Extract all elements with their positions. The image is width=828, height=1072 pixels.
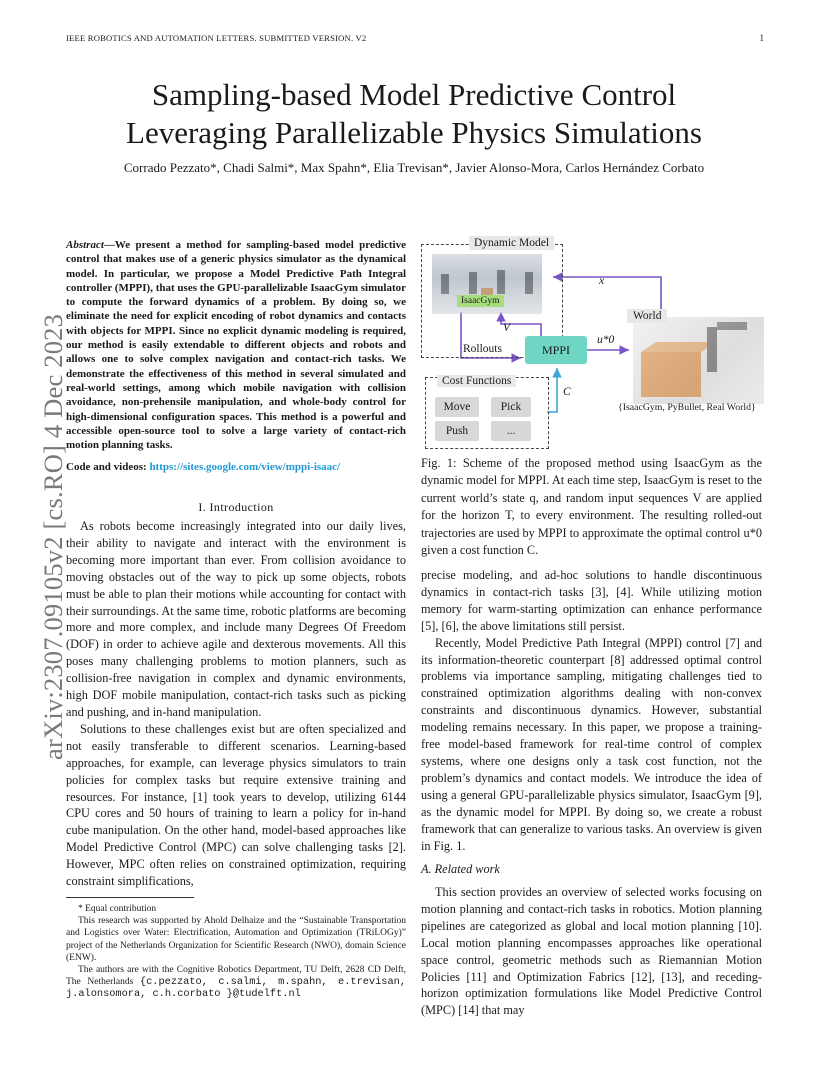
paragraph: As robots become increasingly integrated into our daily lives, their ability to navigate and interact with the environment is becoming more important than ever. From collision avoidance to moving obstacles out of the way to pick up some objects, robots must be able to plan their motions while accounting for contact with their surroundings. At the same time, robotic platforms are becoming more and more complex, and include many Degrees Of Freedom (DOF) in order to achieve agile and dexterous movements. All this poses many challenging problems to motion planners, such as collision-free navigation in complex and dynamic environments, high DOF mobile manipulation, contact-rich tasks such as picking and pushing, and in-hand manipulation.	[66, 519, 406, 719]
code-label: Code and videos:	[66, 461, 150, 473]
cost-move: Move	[435, 397, 479, 417]
cost-label: C	[563, 386, 571, 398]
title-line-2: Leveraging Parallelizable Physics Simulations	[126, 115, 702, 150]
affiliation-text: The authors are with the Cognitive Robotics Department, TU Delft, 2628 CD Delft, The Netherlands	[66, 965, 406, 988]
cost-more: ...	[491, 421, 531, 441]
footnote-funding: This research was supported by Ahold Delhaize and the “Sustainable Transportation and Logistics over Water: Electrification, Automation and Optimization (TRiLOGy)” project of the Netherlands Organization for Scientific Research (NWO), domain Science (ENW).	[66, 916, 406, 963]
abstract	[66, 238, 406, 452]
arxiv-stamp: arXiv:2307.09105v2 [cs.RO] 4 Dec 2023	[38, 313, 68, 760]
isaacgym-tag: IsaacGym	[457, 295, 504, 307]
dynamic-model-label: Dynamic Model	[469, 236, 554, 250]
rollouts-label: Rollouts	[463, 343, 502, 355]
paragraph: This section provides an overview of selected works focusing on motion planning and contact-rich tasks in robotics. Motion planning pipelines are categorized as global and local motion planning [10]. Local motion planning encompasses approaches like operational space control, geometric methods such as Riemannian Motion Policies [11] and Optimization Fabrics [12], [13], and receding-horizon optimization formulations like Model Predictive Control (MPC) [14] that may	[421, 885, 762, 1018]
paper-title	[0, 76, 828, 152]
figure-caption: Fig. 1: Scheme of the proposed method using IsaacGym as the dynamic model for MPPI. At each time step, IsaacGym is reset to the current world’s state q, and random input sequences V are applied for the horizon T, to every environment. The resulting rolled-out trajectories are used by MPPI to approximate the optimal control u*0 given a cost function C.	[421, 456, 762, 558]
paragraph: Recently, Model Predictive Path Integral (MPPI) control [7] and its information-theoretic counterpart [8] addressed optimal control problems via importance sampling, mitigating challenges tied to constrained optimization algorithms dealing with non-convex constraints and discontinuous dynamics. However, substantial modeling remains necessary. In this paper, we propose a training-free model-based framework for real-time control of complex systems, where one designs only a task cost function, not the problem’s dynamics and contact models. We introduce the idea of using a general GPU-parallelizable physics simulator, IsaacGym [9], as the dynamic model for MPPI. By doing so, we create a robust framework that can generalize to various tasks. An overview is given in Fig. 1.	[421, 635, 762, 853]
title-line-1: Sampling-based Model Predictive Control	[151, 77, 677, 112]
related-work-body	[421, 884, 762, 1019]
author-list: Corrado Pezzato*, Chadi Salmi*, Max Spahn*, Elia Trevisan*, Javier Alonso-Mora, Carlos Hernández Corbato	[123, 160, 705, 175]
footnote-affiliation	[66, 964, 406, 1001]
cost-functions-label: Cost Functions	[437, 375, 516, 387]
footnote-rule	[66, 897, 194, 898]
abstract-text: —We present a method for sampling-based model predictive control that makes use of a generic physics simulator as the dynamical model. In particular, we propose a Model Predictive Path Integral controller (MPPI), that uses the GPU-parallelizable IsaacGym simulator to compute the forward dynamics of a problem. By doing so, we eliminate the need for explicit encoding of robot dynamics and contacts with objects for MPPI. Since no explicit dynamic modeling is required, our method is easily extendable to different objects and robots and allows one to solve complex navigation and contact-rich tasks. We demonstrate the effectiveness of this method in several simulated and real-world settings, among which mobile navigation with collision avoidance, non-prehensile manipulation, and whole-body control for high-dimensional configuration spaces. This method is a powerful and accessible open-source tool to solve a large variety of contact-rich motion planning tasks.	[66, 239, 406, 452]
abstract-label: Abstract	[66, 239, 104, 251]
paragraph: Solutions to these challenges exist but are often specialized and not easily transferable to different scenarios. Learning-based approaches, for example, can leverage physics simulators to train policies for complex tasks but require extensive training and resources. For instance, [1] took years to develop, utilizing 6144 CPU cores and 50 hours of training to learn a policy for in-hand cube manipulation. On the other hand, model-based approaches like Model Predictive Control (MPC) can solve challenging tasks [2]. However, MPC often relies on constrained optimization, requiring constraint simplifications,	[66, 721, 406, 889]
control-label: u*0	[597, 334, 615, 346]
footnote-equal: * Equal contribution	[78, 904, 157, 914]
cost-push: Push	[435, 421, 479, 441]
figure-1	[421, 232, 771, 457]
cost-pick: Pick	[491, 397, 531, 417]
paragraph: precise modeling, and ad-hoc solutions to handle discontinuous dynamics in contact-rich tasks [3], [4]. While utilizing motion memory for warm-starting optimization can enhance performance [5], [6], the above limitations still persist.	[421, 568, 762, 633]
author-emails: {c.pezzato, c.salmi, m.spahn, e.trevisan, j.alonsomora, c.h.corbato }@tudelft.nl	[66, 976, 406, 1001]
world-caption: {IsaacGym, PyBullet, Real World}	[618, 402, 756, 413]
mppi-block: MPPI	[525, 336, 587, 364]
introduction-body	[66, 518, 406, 890]
running-header: IEEE ROBOTICS AND AUTOMATION LETTERS. SUBMITTED VERSION. V2	[66, 33, 367, 43]
world-image	[633, 317, 764, 404]
world-label: World	[627, 309, 667, 323]
input-label: V	[503, 322, 511, 334]
state-label: x	[599, 275, 605, 287]
project-url-link[interactable]: https://sites.google.com/view/mppi-isaac/	[149, 461, 341, 473]
footnotes	[66, 903, 406, 1001]
page-number: 1	[759, 33, 764, 43]
section-heading-introduction: I. Introduction	[198, 500, 274, 514]
right-column-body	[421, 567, 762, 854]
subsection-heading: A. Related work	[421, 862, 500, 876]
code-link-line	[66, 461, 406, 473]
